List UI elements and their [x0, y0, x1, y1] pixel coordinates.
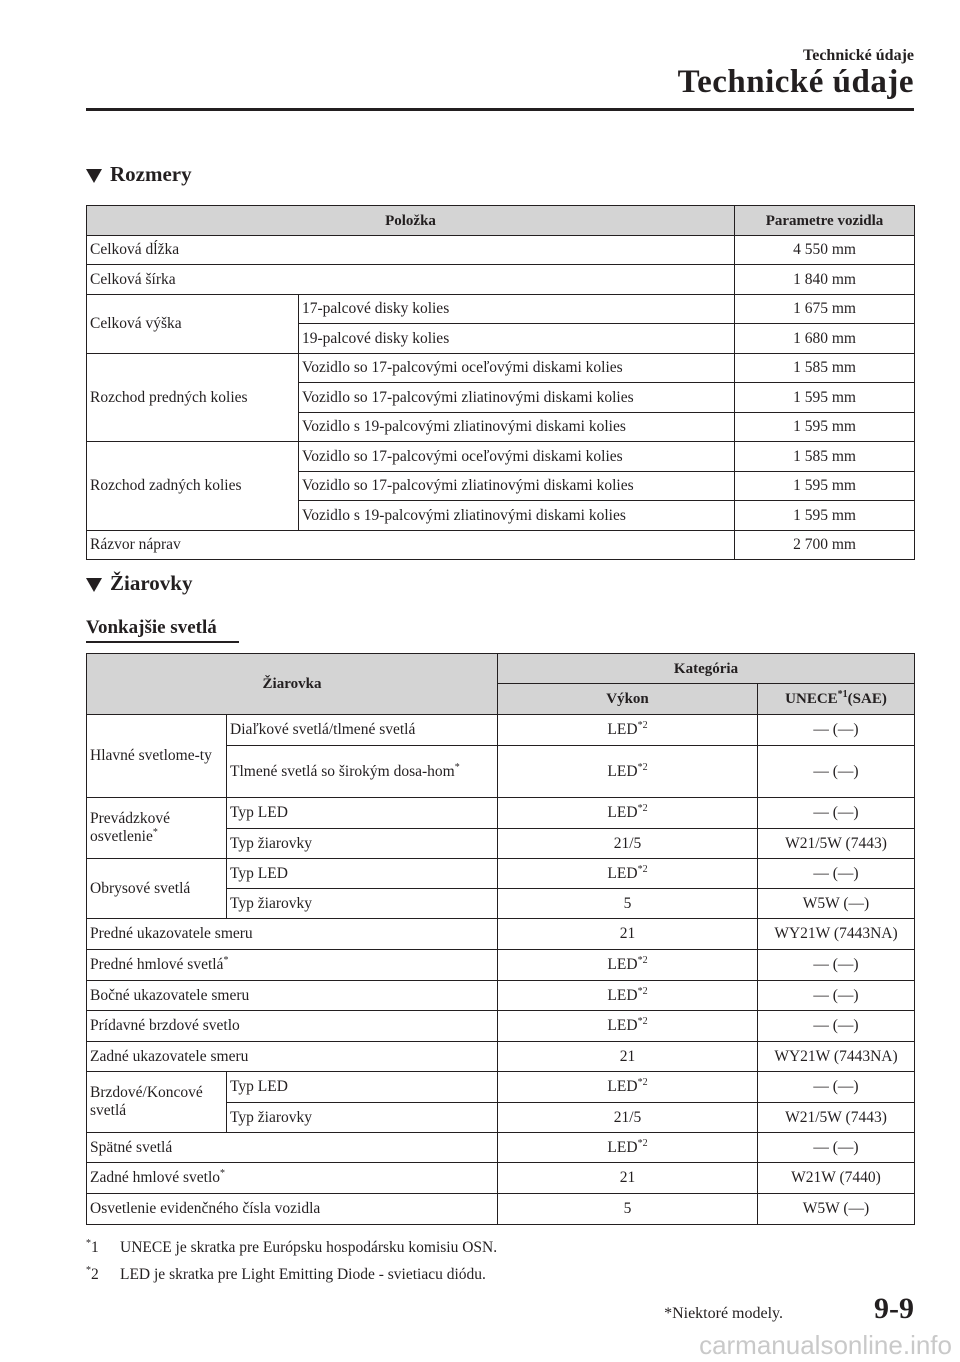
- row-value: 1 840 mm: [735, 265, 915, 295]
- section-title-bulbs: [86, 571, 192, 596]
- row-category: — (—): [758, 950, 915, 981]
- row-label: Prevádzkové osvetlenie*: [87, 798, 227, 859]
- subsection-title: Vonkajšie svetlá: [86, 617, 217, 638]
- row-sublabel: Typ žiarovky: [227, 1103, 498, 1133]
- row-value: 1 595 mm: [735, 413, 915, 442]
- row-power: 21: [498, 1042, 758, 1072]
- header-chapter-small: Technické údaje: [803, 47, 914, 64]
- table-row: [87, 265, 915, 295]
- row-sublabel: Vozidlo so 17-palcovými oceľovými diskami kolies: [299, 442, 735, 472]
- row-category: — (—): [758, 1133, 915, 1163]
- row-category: WY21W (7443NA): [758, 1042, 915, 1072]
- row-value: 1 585 mm: [735, 442, 915, 472]
- row-sublabel: Typ žiarovky: [227, 889, 498, 919]
- row-category: — (—): [758, 1072, 915, 1103]
- footnotes: [86, 1234, 497, 1288]
- table-row: [87, 1163, 915, 1194]
- table-row: [87, 919, 915, 950]
- row-value: 2 700 mm: [735, 531, 915, 560]
- row-value: 1 595 mm: [735, 383, 915, 413]
- row-label: Osvetlenie evidenčného čísla vozidla: [87, 1194, 498, 1225]
- row-sublabel: Vozidlo s 19-palcovými zliatinovými diskami kolies: [299, 501, 735, 531]
- row-value: 1 595 mm: [735, 472, 915, 501]
- table-row: [87, 950, 915, 981]
- row-label: Rozchod predných kolies: [87, 354, 299, 442]
- footnote: *2 LED je skratka pre Light Emitting Diode - svietiacu diódu.: [86, 1261, 497, 1288]
- header-item: Položka: [87, 206, 735, 236]
- bulbs-table: [86, 653, 915, 1225]
- table-row: [87, 354, 915, 383]
- row-power: LED$^{*2}$: [498, 1133, 758, 1163]
- row-label: Bočné ukazovatele smeru: [87, 981, 498, 1011]
- table-row: [87, 1194, 915, 1225]
- row-sublabel: 19-palcové disky kolies: [299, 324, 735, 354]
- row-label: Prídavné brzdové svetlo: [87, 1011, 498, 1042]
- subsection-underline: [86, 641, 239, 643]
- row-power: 21: [498, 1163, 758, 1194]
- triangle-bullet-icon: [86, 169, 102, 183]
- footnote-text: UNECE je skratka pre Európsku hospodársku komisiu OSN.: [120, 1239, 498, 1256]
- row-sublabel: Typ LED: [227, 1072, 498, 1103]
- table-row: [87, 715, 915, 746]
- header-param: Parametre vozidla: [735, 206, 915, 236]
- row-value: 1 680 mm: [735, 324, 915, 354]
- row-category: WY21W (7443NA): [758, 919, 915, 950]
- row-sublabel: Vozidlo so 17-palcovými zliatinovými diskami kolies: [299, 383, 735, 413]
- table-row: [87, 236, 915, 265]
- row-label: Celková dĺžka: [87, 236, 735, 265]
- row-label: Rozchod zadných kolies: [87, 442, 299, 531]
- row-category: W21/5W (7443): [758, 1103, 915, 1133]
- row-sublabel: Typ žiarovky: [227, 829, 498, 859]
- row-category: — (—): [758, 798, 915, 829]
- row-category: W5W (—): [758, 889, 915, 919]
- row-sublabel: Diaľkové svetlá/tlmené svetlá: [227, 715, 498, 746]
- row-sublabel: Tlmené svetlá so širokým dosa-hom*: [227, 746, 498, 798]
- row-power: 21/5: [498, 829, 758, 859]
- table-row: [87, 1042, 915, 1072]
- row-value: 1 675 mm: [735, 295, 915, 324]
- watermark: carmanualsonline.info: [699, 1330, 952, 1360]
- row-category: W21/5W (7443): [758, 829, 915, 859]
- row-category: W5W (—): [758, 1194, 915, 1225]
- row-power: LED$^{*2}$: [498, 715, 758, 746]
- table-row: [87, 1133, 915, 1163]
- row-sublabel: Typ LED: [227, 859, 498, 889]
- row-category: — (—): [758, 715, 915, 746]
- row-value: 1 585 mm: [735, 354, 915, 383]
- row-power: LED$^{*2}$: [498, 1011, 758, 1042]
- row-label: Celková šírka: [87, 265, 735, 295]
- row-sublabel: Vozidlo so 17-palcovými oceľovými diskami kolies: [299, 354, 735, 383]
- some-models-note: *Niektoré modely.: [664, 1305, 783, 1322]
- row-power: LED$^{*2}$: [498, 746, 758, 798]
- table-row: [87, 859, 915, 889]
- table-row: [87, 981, 915, 1011]
- row-sublabel: Vozidlo so 17-palcovými zliatinovými diskami kolies: [299, 472, 735, 501]
- table-row: [87, 295, 915, 324]
- row-category: — (—): [758, 746, 915, 798]
- row-label: Predné hmlové svetlá*: [87, 950, 498, 981]
- header-bulb: Žiarovka: [87, 654, 498, 715]
- triangle-bullet-icon: [86, 578, 102, 592]
- row-power: LED$^{*2}$: [498, 859, 758, 889]
- row-power: LED$^{*2}$: [498, 981, 758, 1011]
- row-label: Hlavné svetlome-ty: [87, 715, 227, 798]
- row-value: 4 550 mm: [735, 236, 915, 265]
- row-label: Obrysové svetlá: [87, 859, 227, 919]
- row-power: LED$^{*2}$: [498, 1072, 758, 1103]
- dimensions-table: [86, 205, 915, 560]
- row-value: 1 595 mm: [735, 501, 915, 531]
- row-category: — (—): [758, 1011, 915, 1042]
- section-title-text: Žiarovky: [110, 571, 193, 595]
- row-label: Zadné hmlové svetlo*: [87, 1163, 498, 1194]
- row-sublabel: Vozidlo s 19-palcovými zliatinovými diskami kolies: [299, 413, 735, 442]
- row-category: W21W (7440): [758, 1163, 915, 1194]
- row-label: Rázvor náprav: [87, 531, 735, 560]
- table-row: [87, 798, 915, 829]
- row-power: LED$^{*2}$: [498, 798, 758, 829]
- footnote: *1 UNECE je skratka pre Európsku hospodársku komisiu OSN.: [86, 1234, 497, 1261]
- row-category: — (—): [758, 981, 915, 1011]
- table-row: [87, 1011, 915, 1042]
- table-row: [87, 1072, 915, 1103]
- footnote-text: LED je skratka pre Light Emitting Diode - svietiacu diódu.: [120, 1266, 486, 1283]
- section-title-text: Rozmery: [110, 162, 192, 186]
- row-category: — (—): [758, 859, 915, 889]
- header-rule: [86, 108, 914, 111]
- row-power: 21: [498, 919, 758, 950]
- row-sublabel: 17-palcové disky kolies: [299, 295, 735, 324]
- row-power: LED$^{*2}$: [498, 950, 758, 981]
- header-category: Kategória: [498, 654, 915, 684]
- row-sublabel: Typ LED: [227, 798, 498, 829]
- table-row: [87, 531, 915, 560]
- section-title-dimensions: [86, 162, 192, 187]
- row-label: Celková výška: [87, 295, 299, 354]
- row-label: Zadné ukazovatele smeru: [87, 1042, 498, 1072]
- row-label: Spätné svetlá: [87, 1133, 498, 1163]
- table-row: [87, 442, 915, 472]
- page-number: 9-9: [874, 1292, 914, 1325]
- table-header-row: [87, 206, 915, 236]
- row-label: Predné ukazovatele smeru: [87, 919, 498, 950]
- header-power: Výkon: [498, 684, 758, 715]
- header-chapter-title: Technické údaje: [677, 64, 914, 100]
- row-power: 21/5: [498, 1103, 758, 1133]
- row-power: 5: [498, 1194, 758, 1225]
- row-label: Brzdové/Koncové svetlá: [87, 1072, 227, 1133]
- header-unece: UNECE$^{*1}$(SAE): [758, 684, 915, 715]
- row-power: 5: [498, 889, 758, 919]
- table-header-row: [87, 654, 915, 684]
